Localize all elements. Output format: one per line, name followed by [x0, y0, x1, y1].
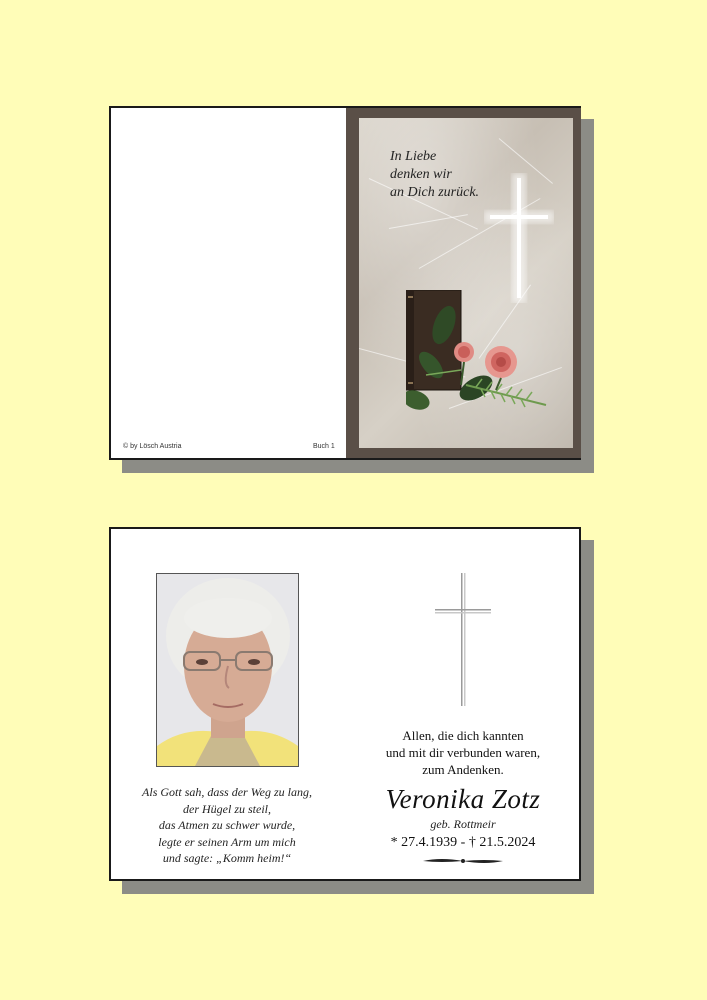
glowing-cross-icon: [484, 173, 554, 303]
book-with-roses-illustration: [406, 290, 566, 430]
marble-image-panel: [346, 108, 581, 458]
memorial-poem: Als Gott sah, dass der Weg zu lang, der Hügel zu steil, das Atmen zu schwer wurde, legte er seinen Arm um mich und sagte: „Komm heim!“: [142, 785, 312, 865]
marble-background: [359, 118, 573, 448]
copyright-text: © by Lösch Austria: [123, 443, 182, 450]
maiden-name: geb. Rottmeir: [430, 817, 496, 831]
model-label: Buch 1: [313, 443, 335, 450]
portrait-image: [157, 574, 298, 766]
dedication-text: Allen, die dich kannten und mit dir verbunden waren, zum Andenken.: [385, 728, 541, 777]
inside-card: [109, 527, 581, 881]
life-dates: * 27.4.1939 - † 21.5.2024: [390, 835, 536, 850]
deceased-name: Veronika Zotz: [385, 784, 541, 814]
portrait-photo: [156, 573, 299, 767]
ornament-divider-icon: [421, 857, 505, 865]
front-verse: In Liebe denken wir an Dich zurück.: [390, 149, 480, 200]
front-card: [109, 106, 581, 460]
cross-icon: [433, 573, 493, 708]
